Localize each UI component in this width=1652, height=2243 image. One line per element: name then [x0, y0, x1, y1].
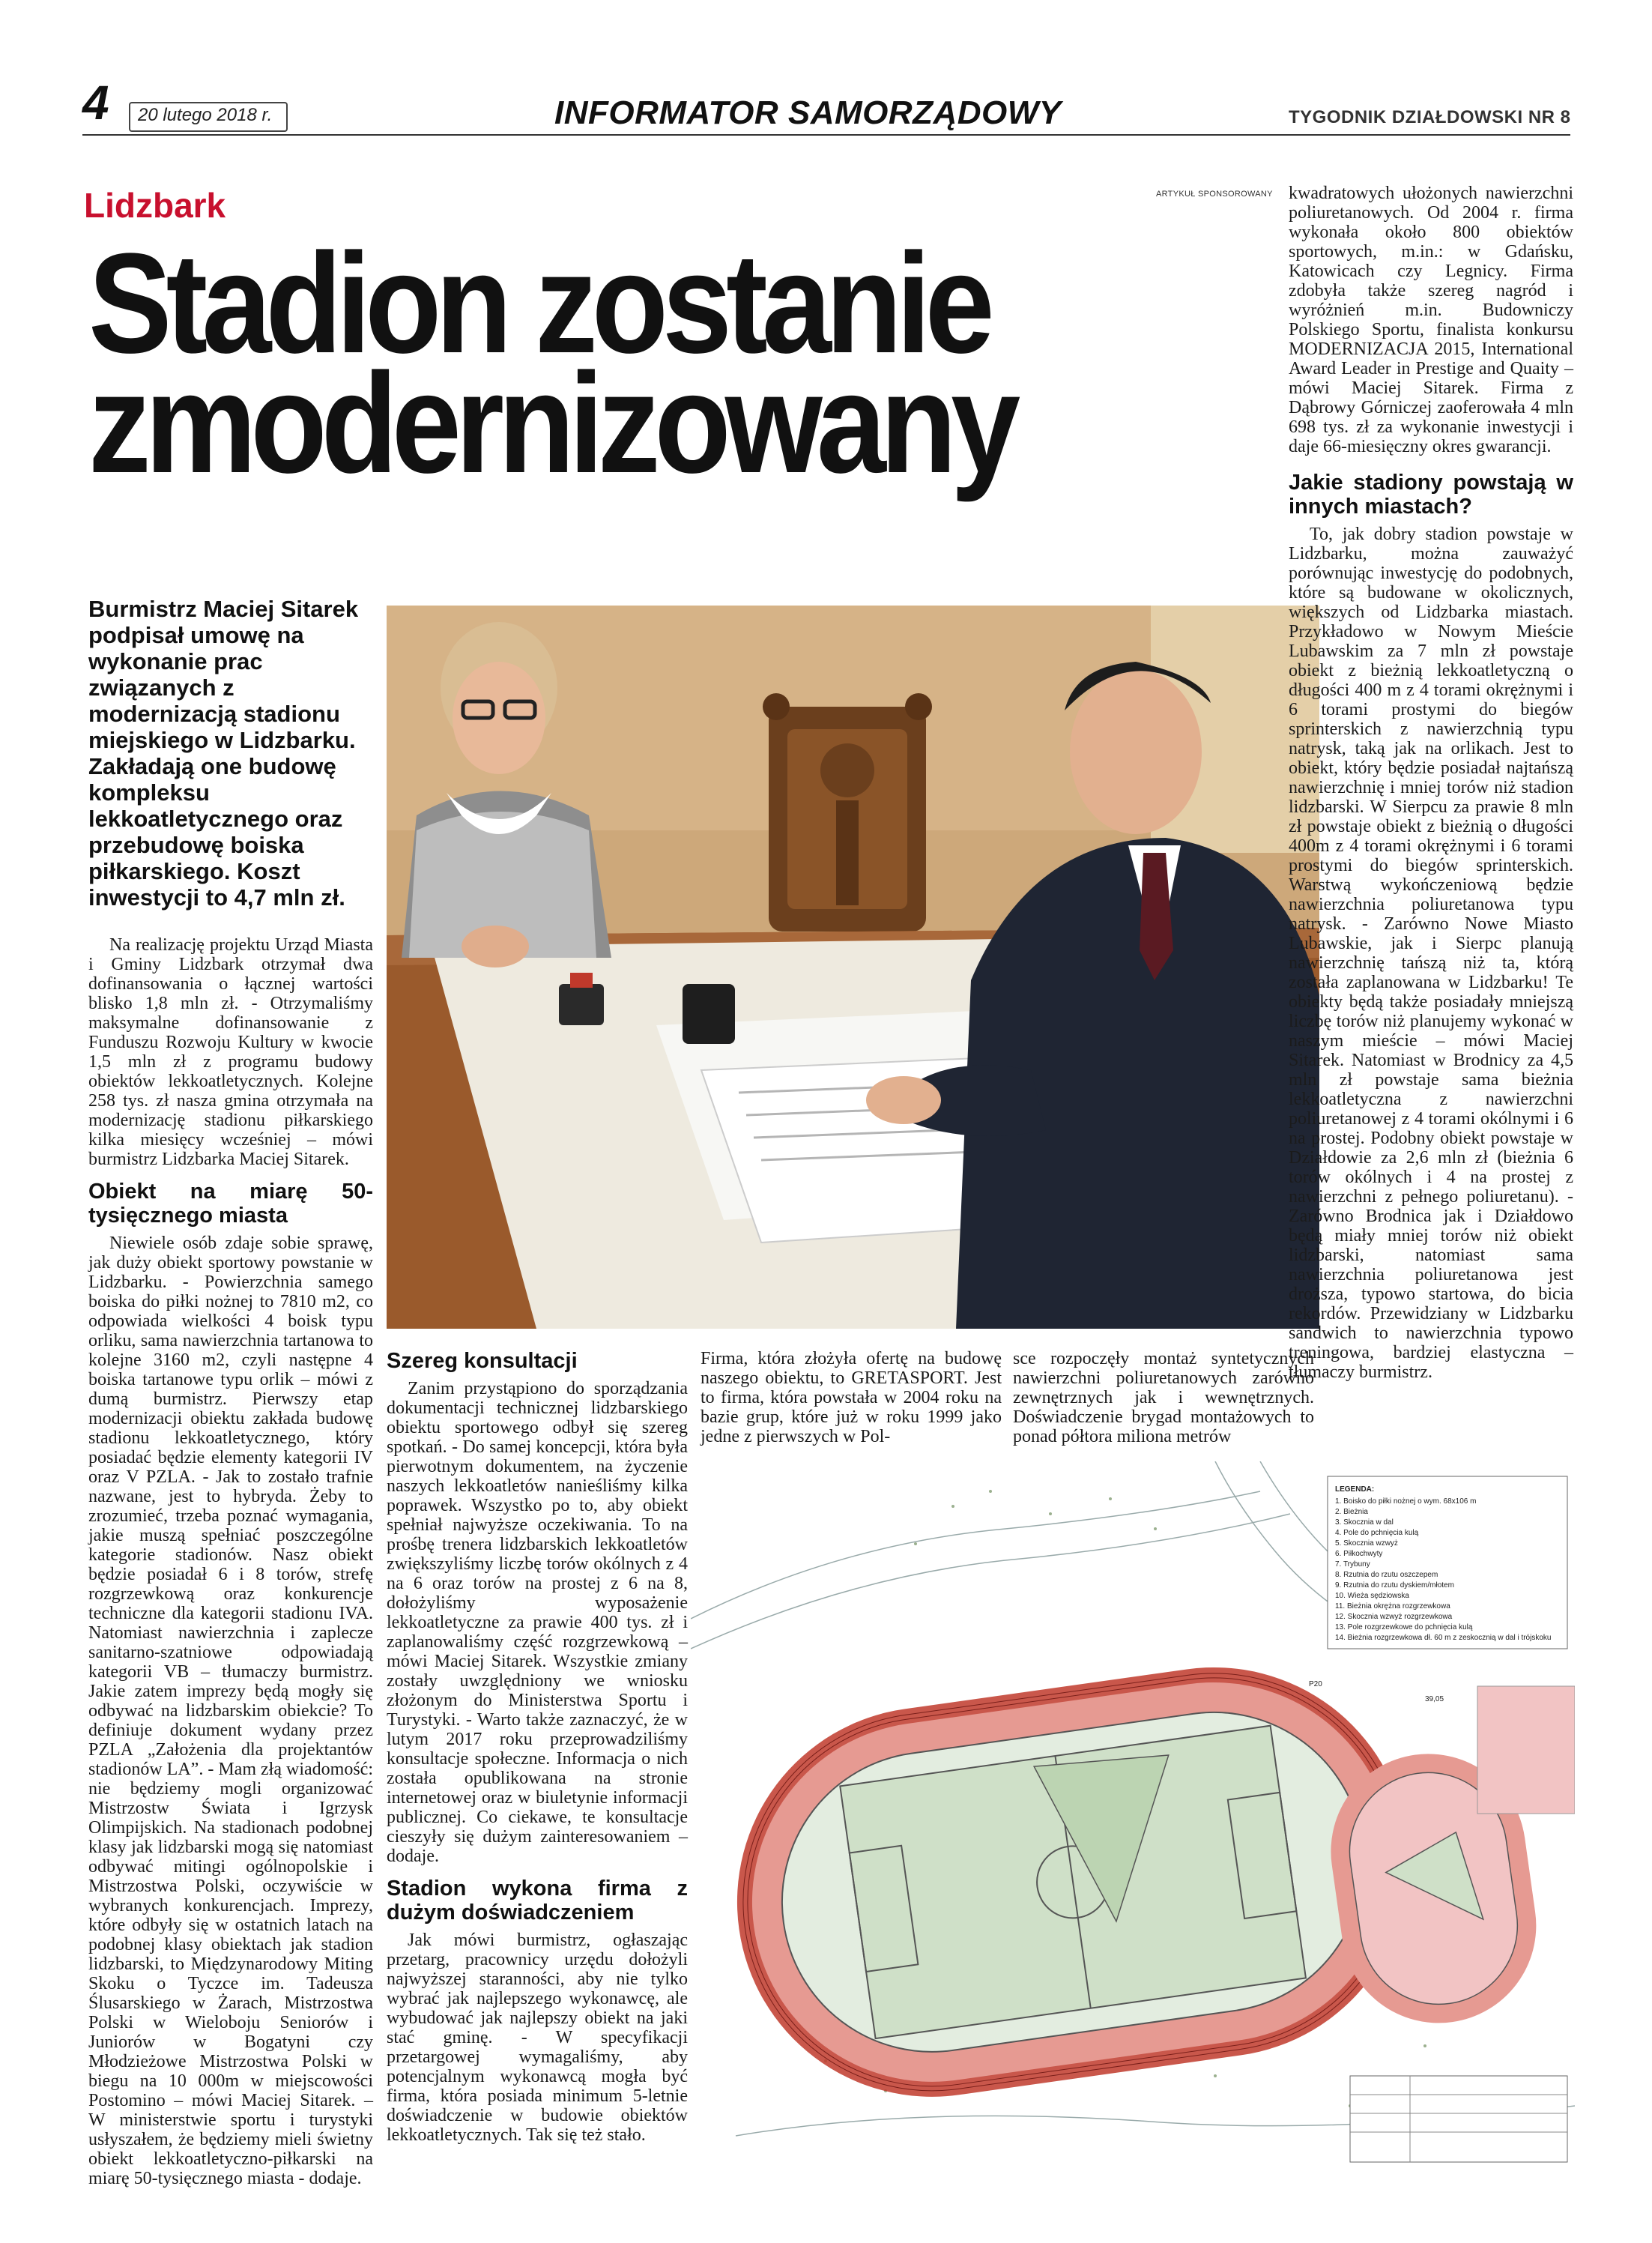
column-4: [1013, 1349, 1314, 1446]
col1-paragraph-1: Na realizację projektu Urząd Miasta i Gminy Lidzbark otrzymał dwa dofinansowania o łącznej wartości blisko 1,8 mln zł. - Otrzymaliśmy maksymalne dofinansowanie z Funduszu Rozwoju Kultury w kwocie 1,5 mln zł z programu budowy obiektów lekkoatletycznych. Kolejne 258 tys. zł nasza gmina otrzymała na modernizację stadionu piłkarskiego kilka miesięcy wcześniej – mówi burmistrz Lidzbarka Maciej Sitarek.: [88, 935, 373, 1169]
lead-paragraph: Burmistrz Maciej Sitarek podpisał umowę na wykonanie prac związanych z modernizacją stadionu miejskiego w Lidzbarku. Zakładają one budowę kompleksu lekkoatletycznego oraz przebudowę boiska piłkarskiego. Koszt inwestycji to 4,7 mln zł.: [88, 596, 359, 911]
col4-paragraph-1: sce rozpoczęły montaż syntetycznych nawierzchni poliuretanowych zarówno zewnętrznych jak i wewnętrznych. Doświadczenie brygad montażowych to ponad półtora miliona metrów: [1013, 1349, 1314, 1446]
legend-item: 10. Wieża sędziowska: [1335, 1592, 1409, 1600]
issue-date: 20 lutego 2018 r.: [138, 105, 273, 125]
section-title: INFORMATOR SAMORZĄDOWY: [554, 94, 1062, 131]
signing-photo: [387, 606, 1319, 1329]
legend-item: 7. Trybuny: [1335, 1560, 1370, 1569]
col2-paragraph-1: Zanim przystąpiono do sporządzania dokumentacji technicznej lidzbarskiego obiektu sportowego odbył się szereg spotkań. - Do samej koncepcji, która była pierwotnym dokumentem, na życzenie naszych lekkoatletów nanieśliśmy kilka poprawek. Wszystko po to, aby obiekt spełniał najwyższe oczekiwania. To na prośbę trenera lidzbarskich lekkoatletów zwiększyliśmy liczbę torów okólnych z 4 na 6 oraz torów na prostej z 6 na 8, dołożyliśmy wyposażenie lekkoatletyczne za prawie 400 tys. zł i zaplanowaliśmy część rozgrzewkową – mówi Maciej Sitarek. Wszystkie zmiany zostały uwzględniony we wniosku złożonym do Ministerstwa Sportu i Turystyki. - Warto także zaznaczyć, że w lutym 2017 roku przeprowadziliśmy konsultacje społeczne. Informacja o nich została opublikowana na stronie internetowej oraz w biuletynie informacji publicznej. Co ciekawe, te konsultacje cieszyły się dużym zainteresowaniem – dodaje.: [387, 1379, 688, 1866]
legend-item: 1. Boisko do piłki nożnej o wym. 68x106 m: [1335, 1497, 1477, 1506]
headline-line-1: Stadion zostanie: [88, 224, 989, 383]
col2-paragraph-2: Jak mówi burmistrz, ogłaszając przetarg, pracownicy urzędu dołożyli najwyższej staranności, aby nie tylko wybrać jak najlepszego wykonawcę, ale wybudować jak najlepszy obiekt na jaki stać gminę. - W specyfikacji przetargowej wymagaliśmy, aby potencjalnym wykonawcą mogła być firma, która posiada minimum 5-letnie doświadczenie w budowie obiektów lekkoatletycznych. Tak się też stało.: [387, 1930, 688, 2145]
publication-name: TYGODNIK DZIAŁDOWSKI NR 8: [1289, 107, 1571, 127]
header-rule: [82, 134, 1570, 136]
col5-paragraph-top: kwadratowych ułożonych nawierzchni poliuretanowych. Od 2004 r. firma wykonała około 800 obiektów sportowych, m.in.: w Gdańsku, Katowicach czy Legnicy. Firma zdobyła także szereg nagród i wyróżnień m.in. Budowniczy Polskiego Sportu, finalista konkursu MODERNIZACJA 2015, International Award Leader in Prestige and Quaity – mówi Maciej Sitarek. Firma z Dąbrowy Górniczej zaoferowała 4 mln 698 tys. zł za wykonanie inwestycji i daje 66-miesięczny okres gwarancji.: [1289, 184, 1573, 456]
subhead-obiekt: Obiekt na miarę 50-tysięcznego miasta: [88, 1180, 373, 1228]
subhead-konsultacje: Szereg konsultacji: [387, 1349, 578, 1373]
col1-paragraph-2: Niewiele osób zdaje sobie sprawę, jak duży obiekt sportowy powstanie w Lidzbarku. - Powierzchnia samego boiska do piłki nożnej to 7810 m2, co odpowiada wielkości 4 boisk typu orliku, sama nawierzchnia tartanowa to kolejne 3160 m2, czyli następne 4 boiska tartanowe typu orlik – mówi z dumą burmistrz. Pierwszy etap modernizacji obiektu zakłada budowę stadionu lekkoatletycznego, który posiadać będzie elementy kategorii IV oraz V PZLA. - Jak to zostało trafnie nazwane, jest to hybryda. Żeby to zrozumieć, trzeba poznać wymagania, jakie muszą spełniać poszczególne kategorie stadionów. Nasz obiekt będzie posiadał 6 i 8 torów, strefę rozgrzewkową oraz konkurencje techniczne dla kategorii stadionu IVA. Natomiast nawierzchnia i zaplecze sanitarno-szatniowe odpowiadają kategorii VB – tłumaczy burmistrz. Jakie zatem imprezy będą mogły się odbywać na lidzbarskim obiekcie? To definiuje dokument wydany przez PZLA „Założenia dla projektantów stadionów LA”. - Mam złą wiadomość: nie będziemy mogli organizować Mistrzostw Świata i Igrzysk Olimpijskich. Na stadionach podobnej klasy jak lidzbarski mogą się natomiast odbywać mitingi ogólnopolskie i Mistrzostwa Polski, oczywiście w wybranych konkurencjach. Imprezy, które odbyły się w ostatnich latach na podobnej klasy obiektach jak stadion lidzbarski, to Międzynarodowy Miting Skoku o Tyczce im. Tadeusza Ślusarskiego w Żarach, Mistrzostwa Polski w Wieloboju Seniorów i Juniorów w Bogatyni czy Młodzieżowe Mistrzostwa Polski w biegu na 10 000m w miejscowości Postomino – mówi Maciej Sitarek. – W ministerstwie sportu i turystyki usłyszałem, że będziemy mieli świetny obiekt lekkoatletyczno-piłkarski na miarę 50-tysięcznego miasta - dodaje.: [88, 1234, 373, 2188]
headline: [88, 224, 1143, 503]
legend-title: LEGENDA:: [1335, 1485, 1375, 1494]
legend-item: 2. Bieżnia: [1335, 1508, 1368, 1516]
legend-item: 6. Piłkochwyty: [1335, 1550, 1383, 1558]
legend-item: 14. Bieżnia rozgrzewkowa dł. 60 m z zeskocznią w dal i trójskoku: [1335, 1634, 1552, 1642]
column-1: [88, 935, 373, 2188]
plan-legend: [1328, 1476, 1567, 1649]
page-number: 4: [82, 76, 109, 130]
wooden-chair: [763, 693, 932, 932]
legend-item: 11. Bieżnia okrężna rozgrzewkowa: [1335, 1602, 1450, 1610]
column-5: [1289, 471, 1573, 1382]
subhead-firma: Stadion wykona firma z dużym doświadczeniem: [387, 1877, 688, 1924]
legend-item: 8. Rzutnia do rzutu oszczepem: [1335, 1571, 1438, 1579]
dimension-p20: P20: [1309, 1680, 1322, 1688]
legend-item: 4. Pole do pchnięcia kulą: [1335, 1529, 1419, 1537]
col3-paragraph-1: Firma, która złożyła ofertę na budowę naszego obiektu, to GRETASPORT. Jest to firma, która powstała w 2004 roku na bazie grup, które już w roku 1999 jako jedne z pierwszych w Pol-: [701, 1349, 1002, 1446]
legend-item: 5. Skocznia wzwyż: [1335, 1539, 1398, 1548]
stadium-site-plan: [691, 1461, 1575, 2166]
plan-title-block: [1350, 2076, 1567, 2162]
legend-item: 12. Skocznia wzwyż rozgrzewkowa: [1335, 1613, 1453, 1621]
location-label: Lidzbark: [84, 186, 226, 225]
dimension-39-05: 39,05: [1425, 1695, 1444, 1703]
subhead-stadiony: Jakie stadiony powstają w innych miastach?: [1289, 471, 1573, 519]
column-2: [387, 1349, 688, 2145]
legend-item: 13. Pole rozgrzewkowe do pchnięcia kulą: [1335, 1623, 1473, 1631]
col5-paragraph-1: To, jak dobry stadion powstaje w Lidzbarku, można zauważyć porównując inwestycję do podobnych, które są budowane w okolicznych, większych od Lidzbarka miastach. Przykładowo w Nowym Mieście Lubawskim za 7 mln zł powstaje obiekt z bieżnią lekkoatletyczną o długości 400 m z 4 torami okrężnymi i 6 torami prostymi do biegów sprinterskich z nawierzchnią typu natrysk, taką jak na orlikach. Jest to obiekt, który będzie posiadał najtańszą nawierzchnię i mniej torów niż stadion lidzbarski. W Sierpcu za prawie 8 mln zł powstaje obiekt z bieżnią o długości 400m z 4 torami okrężnymi i 6 torami prostymi do biegów sprinterskich. Warstwą wykończeniową będzie nawierzchnia poliuretanowa typu natrysk. - Zarówno Nowe Miasto Lubawskie, jak i Sierpc planują nawierzchnię tańszą niż ta, którą została zaplanowana w Lidzbarku! Te obiekty będą także posiadały mniejszą liczbę torów niż planujemy wykonać w naszym mieście – mówi Maciej Sitarek. Natomiast w Brodnicy za 4,5 mln zł powstaje sama bieżnia lekkoatletyczna z nawierzchni poliuretanowej z 4 torami okólnymi i 6 na prostej. Podobny obiekt powstaje w Działdowie za 2,6 mln zł (bieżnia 6 torów okólnych i 4 na prostej z nawierzchni z pełnego poliuretanu). - Zarówno Brodnica jak i Działdowo będą miały mniej torów niż obiekt lidzbarski, natomiast sama nawierzchnia poliuretanowa jest droższa, typowo startowa, do bicia rekordów. Przewidziany w Lidzbarku sandwich to nawierzchnia typowo treningowa, bardziej elastyczna – tłumaczy burmistrz.: [1289, 525, 1573, 1382]
legend-item: 9. Rzutnia do rzutu dyskiem/młotem: [1335, 1581, 1454, 1590]
column-5-top: [1289, 184, 1573, 456]
legend-item: 3. Skocznia w dal: [1335, 1518, 1394, 1527]
headline-line-2: zmodernizowany: [88, 344, 1015, 503]
sponsored-label: ARTYKUŁ SPONSOROWANY: [1156, 190, 1273, 199]
column-3: [701, 1349, 1002, 1446]
